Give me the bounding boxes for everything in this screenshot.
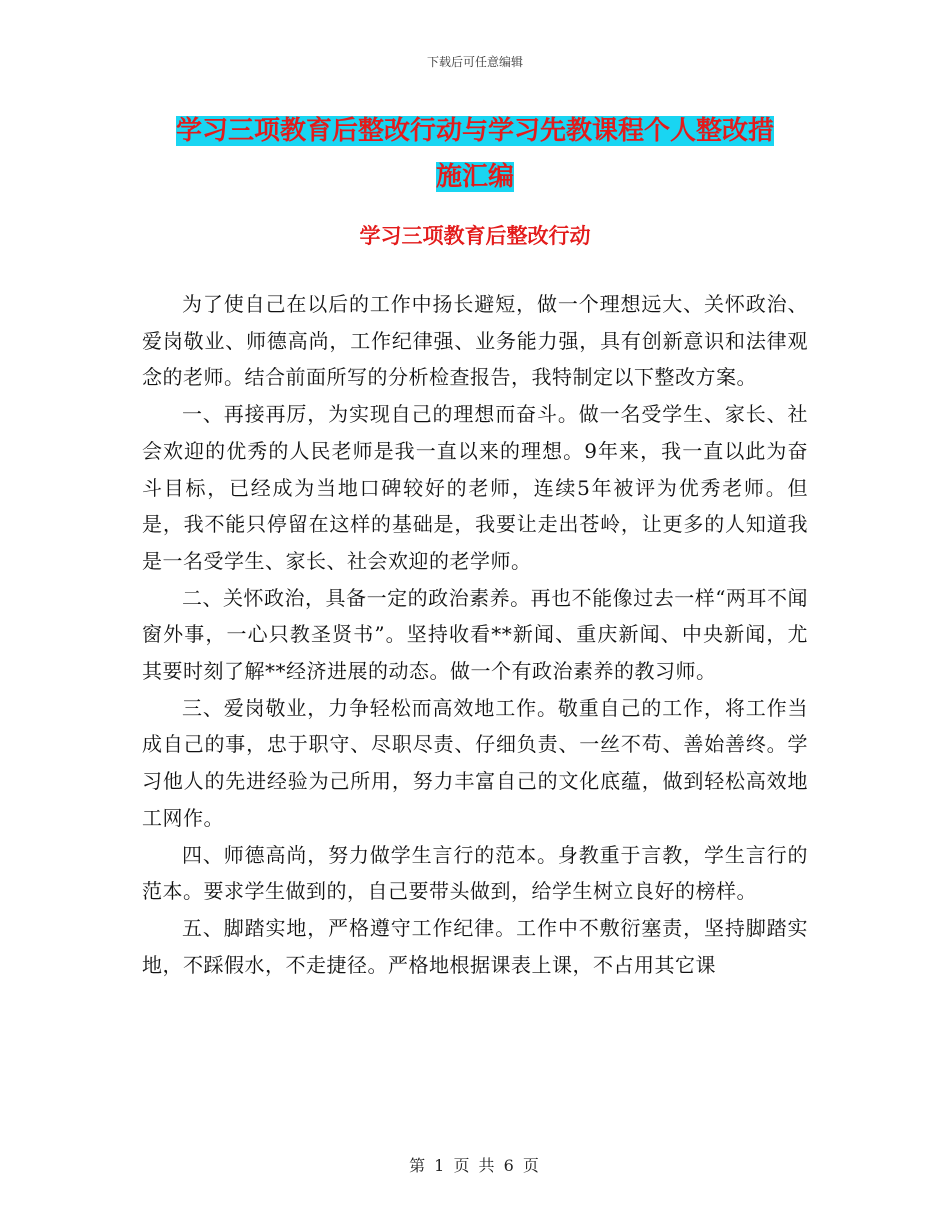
section-heading: 学习三项教育后整改行动 bbox=[359, 224, 591, 248]
page-header-note: 下载后可任意编辑 bbox=[426, 55, 523, 69]
paragraph-point-4: 四、师德高尚，努力做学生言行的范本。身教重于言教，学生言行的范本。要求学生做到的，自己要带头做到，给学生树立良好的榜样。 bbox=[142, 842, 808, 904]
paragraph-point-2: 二、关怀政治，具备一定的政治素养。再也不能像过去一样“两耳不闻窗外事，一心只教圣贤书”。坚持收看**新闻、重庆新闻、中央新闻，尤其要时刻了解**经济进展的动态。做一个有政治素养的教习师。 bbox=[142, 585, 808, 684]
paragraph-point-1: 一、再接再厉，为实现自己的理想而奋斗。做一名受学生、家长、社会欢迎的优秀的人民老师是我一直以来的理想。9年来，我一直以此为奋斗目标，已经成为当地口碑较好的老师，连续5年被评为优秀老师。但是，我不能只停留在这样的基础是，我要让走出苍岭，让更多的人知道我是一名受学生、家长、社会欢迎的老学师。 bbox=[142, 402, 808, 573]
paragraph-point-5: 五、脚踏实地，严格遵守工作纪律。工作中不敷衍塞责，坚持脚踏实地，不踩假水，不走捷径。严格地根据课表上课，不占用其它课 bbox=[142, 915, 808, 977]
document-title-line-2: 施汇编 bbox=[435, 162, 514, 192]
document-body bbox=[142, 286, 808, 983]
paragraph-intro: 为了使自己在以后的工作中扬长避短，做一个理想远大、关怀政治、爱岗敬业、师德高尚，工作纪律强、业务能力强，具有创新意识和法律观念的老师。结合前面所写的分析检查报告，我特制定以下整改方案。 bbox=[142, 292, 808, 390]
document-title bbox=[142, 108, 808, 200]
page-number-footer: 第 1 页 共 6 页 bbox=[409, 1156, 541, 1175]
paragraph-point-3: 三、爱岗敬业，力争轻松而高效地工作。敬重自己的工作，将工作当成自己的事，忠于职守、尽职尽责、仔细负责、一丝不苟、善始善终。学习他人的先进经验为己所用，努力丰富自己的文化底蕴，做到轻松高效地工网作。 bbox=[142, 695, 808, 830]
document-title-line-1: 学习三项教育后整改行动与学习先教课程个人整改措 bbox=[175, 116, 774, 146]
